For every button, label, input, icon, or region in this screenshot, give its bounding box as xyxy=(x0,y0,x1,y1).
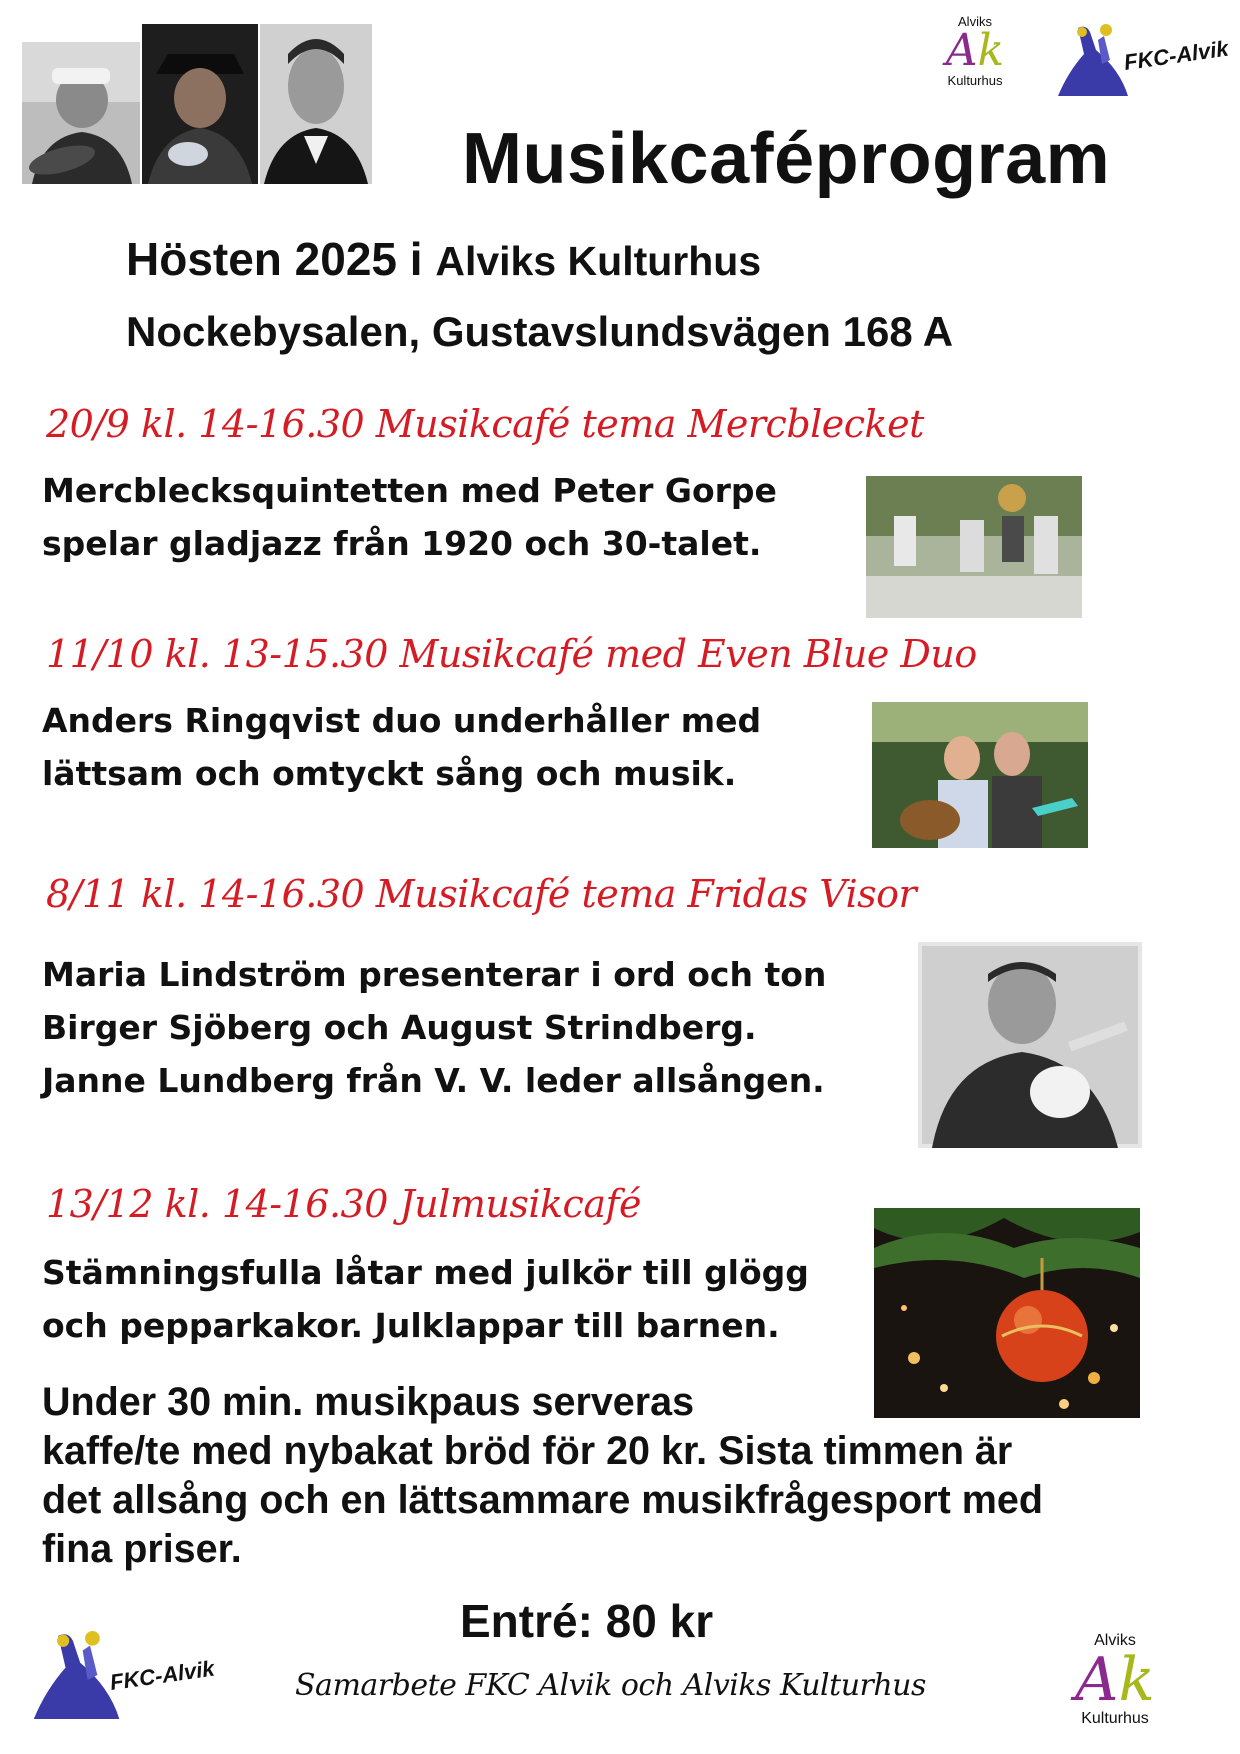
fkc-alvik-logo-bottom xyxy=(24,1620,254,1730)
entrance-fee: Entré: 80 kr xyxy=(460,1595,714,1647)
fkc-alvik-logo-top xyxy=(1050,20,1230,100)
event-4-line-2: och pepparkakor. Julklappar till barnen. xyxy=(42,1306,780,1345)
event-3-line-1: Maria Lindström presenterar i ord och ton xyxy=(42,955,827,994)
event-3-photo xyxy=(918,942,1142,1148)
venue-text: Alviks Kulturhus xyxy=(435,238,762,284)
event-1-heading: 20/9 kl. 14-16.30 Musikcafé tema Mercblecket xyxy=(46,402,924,446)
alviks-kulturhus-logo-top xyxy=(930,14,1020,88)
event-2-description xyxy=(42,694,761,800)
event-1-description xyxy=(42,464,777,570)
logo-mark-a: A xyxy=(1075,1645,1119,1715)
logo-top-line: Alviks xyxy=(1094,1632,1136,1649)
logo-mark-a: A xyxy=(945,25,978,76)
event-4-description xyxy=(42,1246,809,1352)
event-2-line-1: Anders Ringqvist duo underhåller med xyxy=(42,701,762,740)
event-2-heading: 11/10 kl. 13-15.30 Musikcafé med Even Blue Duo xyxy=(46,632,977,676)
event-3-line-3: Janne Lundberg från V. V. leder allsången. xyxy=(42,1061,825,1100)
note-line-2: kaffe/te med nybakat bröd för 20 kr. Sista timmen är xyxy=(42,1429,1013,1473)
note-line-3: det allsång och en lättsammare musikfrågesport med xyxy=(42,1478,1043,1522)
logo-bottom-line: Kulturhus xyxy=(1081,1710,1149,1727)
fkc-alvik-label-bottom: FKC-Alvik xyxy=(108,1655,216,1696)
season-text: Hösten 2025 i xyxy=(126,233,423,285)
event-1-line-1: Mercblecksquintetten med Peter Gorpe xyxy=(42,471,777,510)
event-3-heading: 8/11 kl. 14-16.30 Musikcafé tema Fridas Visor xyxy=(46,872,917,916)
event-2-photo xyxy=(872,702,1088,848)
event-3-line-2: Birger Sjöberg och August Strindberg. xyxy=(42,1008,757,1047)
event-1-line-2: spelar gladjazz från 1920 och 30-talet. xyxy=(42,524,762,563)
logo-bottom-line: Kulturhus xyxy=(947,73,1003,88)
event-2-line-2: lättsam och omtyckt sång och musik. xyxy=(42,754,737,793)
note-line-1: Under 30 min. musikpaus serveras xyxy=(42,1380,695,1424)
event-1-photo xyxy=(866,476,1082,618)
portrait-photo-3 xyxy=(260,24,372,184)
event-4-heading: 13/12 kl. 14-16.30 Julmusikcafé xyxy=(46,1182,642,1226)
logo-mark-k: k xyxy=(977,25,1005,76)
fkc-alvik-label-top: FKC-Alvik xyxy=(1122,35,1230,76)
logo-top-line: Alviks xyxy=(958,14,992,29)
alviks-kulturhus-logo-bottom xyxy=(1060,1632,1170,1728)
coffee-break-note xyxy=(42,1378,1222,1574)
note-line-4: fina priser. xyxy=(42,1527,242,1571)
event-3-description xyxy=(42,948,826,1107)
season-subtitle xyxy=(126,232,761,286)
portrait-photo-1 xyxy=(22,42,140,184)
page-title: Musikcaféprogram xyxy=(462,119,1111,199)
collaboration-text: Samarbete FKC Alvik och Alviks Kulturhus xyxy=(295,1668,926,1703)
venue-address: Nockebysalen, Gustavslundsvägen 168 A xyxy=(126,308,954,355)
event-4-line-1: Stämningsfulla låtar med julkör till glögg xyxy=(42,1253,809,1292)
logo-mark-k: k xyxy=(1118,1645,1155,1715)
portrait-photo-2 xyxy=(142,24,258,184)
